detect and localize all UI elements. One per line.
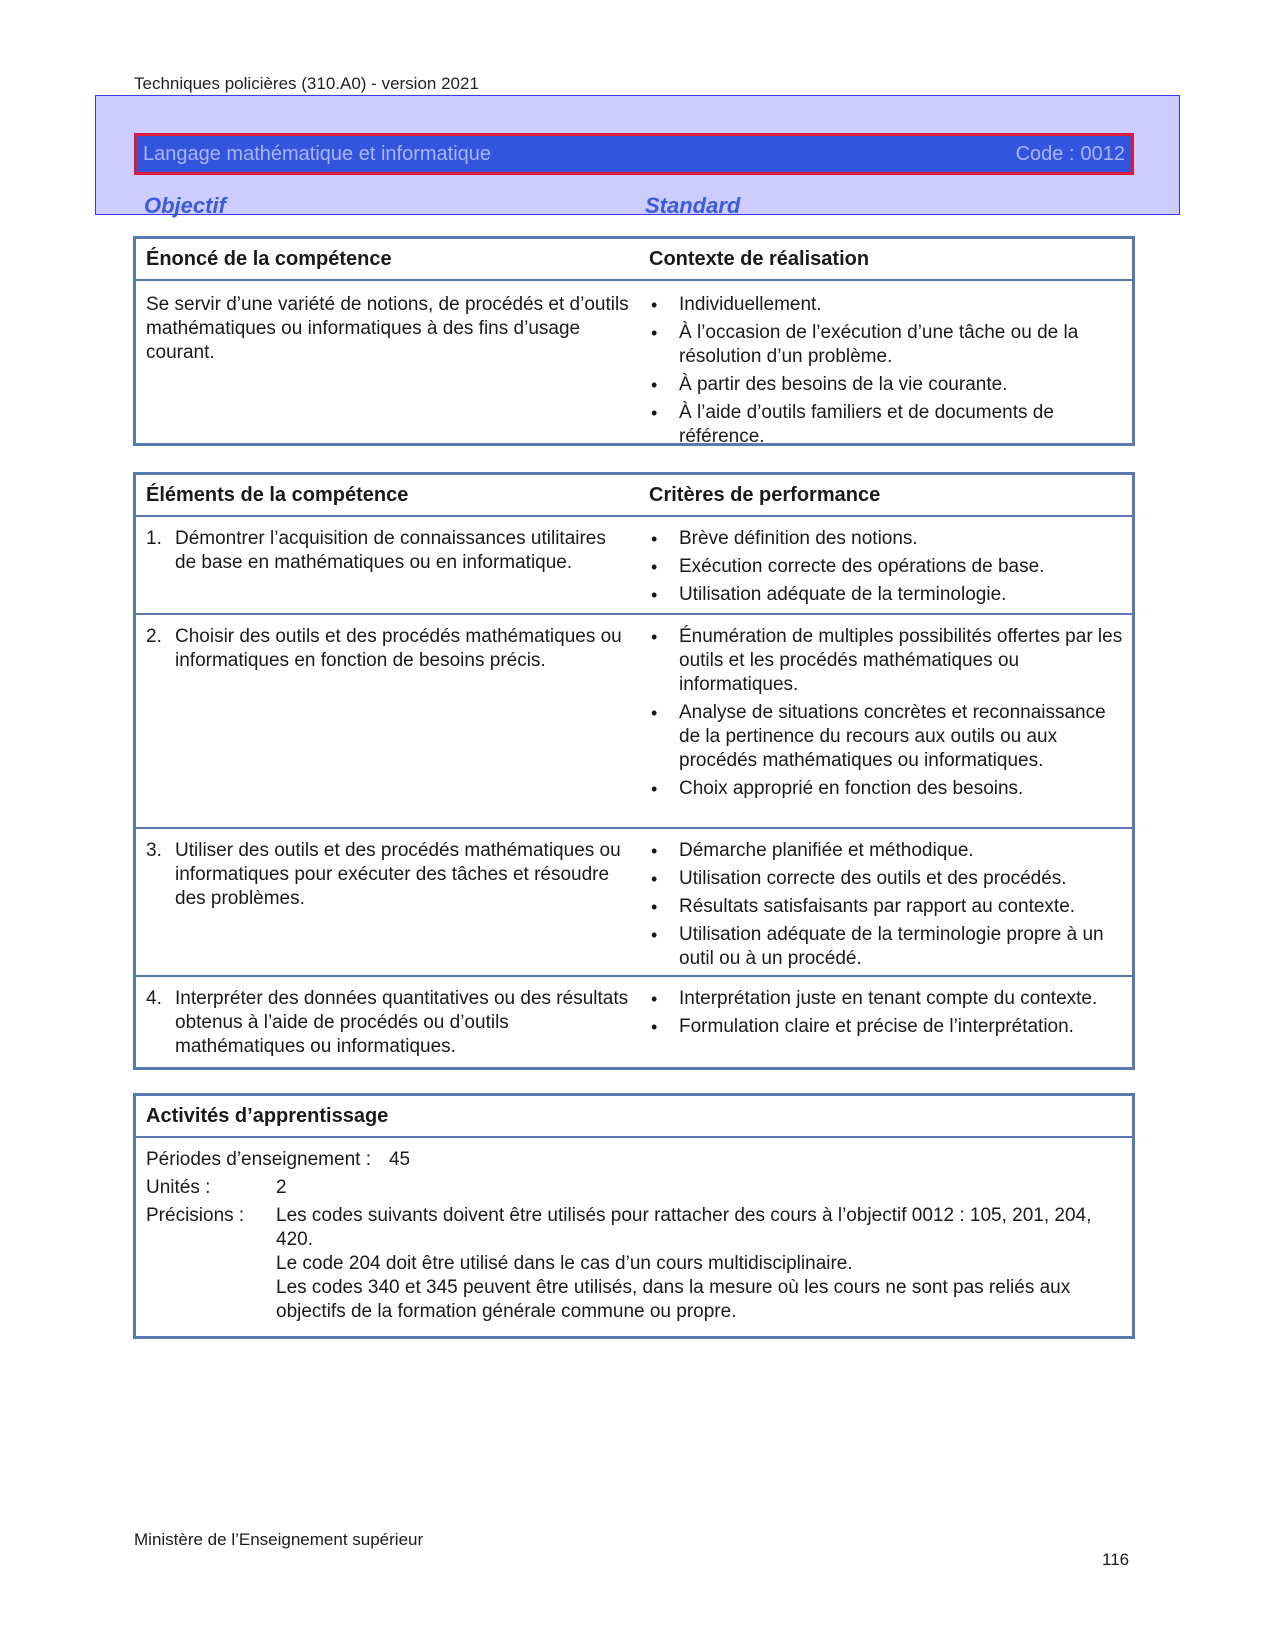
element-row-2 [136, 613, 1132, 827]
context-item: • À partir des besoins de la vie courante. [649, 373, 1126, 397]
precision-text: Les codes suivants doivent être utilisés pour rattacher des cours à l’objectif 0012 : 105, 201, 204, 420. [276, 1205, 1092, 1250]
criteria-item: • Résultats satisfaisants par rapport au contexte. [649, 895, 1126, 919]
competence-table-header [136, 239, 1132, 281]
periods-value: 45 [388, 1149, 411, 1170]
objectif-label: Objectif [144, 193, 226, 218]
criteria-item: • Interprétation juste en tenant compte du contexte. [649, 987, 1126, 1011]
criteria-item: • Utilisation correcte des outils et des procédés. [649, 867, 1126, 891]
periods-line [136, 1148, 1122, 1172]
elements-table [133, 472, 1135, 1070]
element-row-1 [136, 517, 1132, 613]
competence-row [136, 281, 1132, 447]
footer-ministry: Ministère de l’Enseignement supérieur [134, 1530, 424, 1549]
element-text: Interpréter des données quantitatives ou des résultats obtenus à l’aide de procédés ou d’outils mathématiques ou informatiques. [175, 988, 629, 1057]
periods-label: Périodes d’enseignement : [146, 1149, 371, 1170]
context-header: Contexte de réalisation [649, 248, 870, 270]
code-label: Code : [1015, 143, 1075, 165]
context-item: • Individuellement. [649, 293, 1126, 317]
criteria-list [649, 987, 1126, 1039]
precision-text: Les codes 340 et 345 peuvent être utilisés, dans la mesure où les cours ne sont pas reliés aux objectifs de la formation générale commune ou propre. [276, 1277, 1071, 1322]
criteria-list [649, 839, 1126, 971]
activities-table [133, 1093, 1135, 1339]
units-value: 2 [276, 1177, 287, 1198]
competence-statement: Se servir d’une variété de notions, de procédés et d’outils mathématiques ou informatiques à des fins d’usage courant. [146, 294, 629, 363]
criteria-item: • Énumération de multiples possibilités offertes par les outils et les procédés mathématiques ou informatiques. [649, 625, 1126, 697]
criteria-item: • Utilisation adéquate de la terminologie. [649, 583, 1126, 607]
activities-body [136, 1138, 1132, 1336]
running-header: Techniques policières (310.A0) - version 2021 [134, 74, 479, 93]
element-number: 1. [146, 528, 162, 549]
element-text: Démontrer l’acquisition de connaissances utilitaires de base en mathématiques ou en informatique. [175, 528, 606, 573]
context-list [649, 293, 1126, 449]
criteria-item: • Brève définition des notions. [649, 527, 1126, 551]
element-number: 3. [146, 840, 162, 861]
course-title: Langage mathématique et informatique [143, 143, 492, 165]
element-number: 2. [146, 626, 162, 647]
standard-label: Standard [645, 193, 741, 218]
context-item: • À l’aide d’outils familiers et de documents de référence. [649, 401, 1126, 449]
course-code [1016, 142, 1125, 166]
criteria-item: • Utilisation adéquate de la terminologie propre à un outil ou à un procédé. [649, 923, 1126, 971]
element-text: Choisir des outils et des procédés mathématiques ou informatiques en fonction de besoins précis. [175, 626, 622, 671]
units-label: Unités : [146, 1177, 211, 1198]
precision-text: Le code 204 doit être utilisé dans le cas d’un cours multidisciplinaire. [276, 1253, 853, 1274]
criteria-list [649, 625, 1126, 801]
elements-header: Éléments de la compétence [146, 484, 409, 506]
element-text: Utiliser des outils et des procédés mathématiques ou informatiques pour exécuter des tâches et résoudre des problèmes. [175, 840, 621, 909]
statement-header: Énoncé de la compétence [146, 248, 392, 270]
criteria-item: • Choix approprié en fonction des besoins. [649, 777, 1126, 801]
criteria-item: • Démarche planifiée et méthodique. [649, 839, 1126, 863]
activities-table-header [136, 1096, 1132, 1138]
elements-table-header [136, 475, 1132, 517]
activities-header: Activités d’apprentissage [146, 1105, 389, 1127]
criteria-item: • Formulation claire et précise de l’interprétation. [649, 1015, 1126, 1039]
criteria-header: Critères de performance [649, 484, 881, 506]
element-row-3 [136, 827, 1132, 975]
page-number: 116 [1102, 1550, 1130, 1569]
precisions-label: Précisions : [146, 1205, 245, 1226]
criteria-item: • Analyse de situations concrètes et reconnaissance de la pertinence du recours aux outils ou aux procédés mathématiques ou informatiques. [649, 701, 1126, 773]
course-title-bar [134, 133, 1134, 175]
precisions-line [136, 1204, 1122, 1324]
element-number: 4. [146, 988, 162, 1009]
competence-table [133, 236, 1135, 446]
criteria-list [649, 527, 1126, 607]
criteria-item: • Exécution correcte des opérations de base. [649, 555, 1126, 579]
code-value: 0012 [1080, 143, 1125, 165]
units-line [136, 1176, 1122, 1200]
context-item: • À l’occasion de l’exécution d’une tâche ou de la résolution d’un problème. [649, 321, 1126, 369]
element-row-4 [136, 975, 1132, 1067]
